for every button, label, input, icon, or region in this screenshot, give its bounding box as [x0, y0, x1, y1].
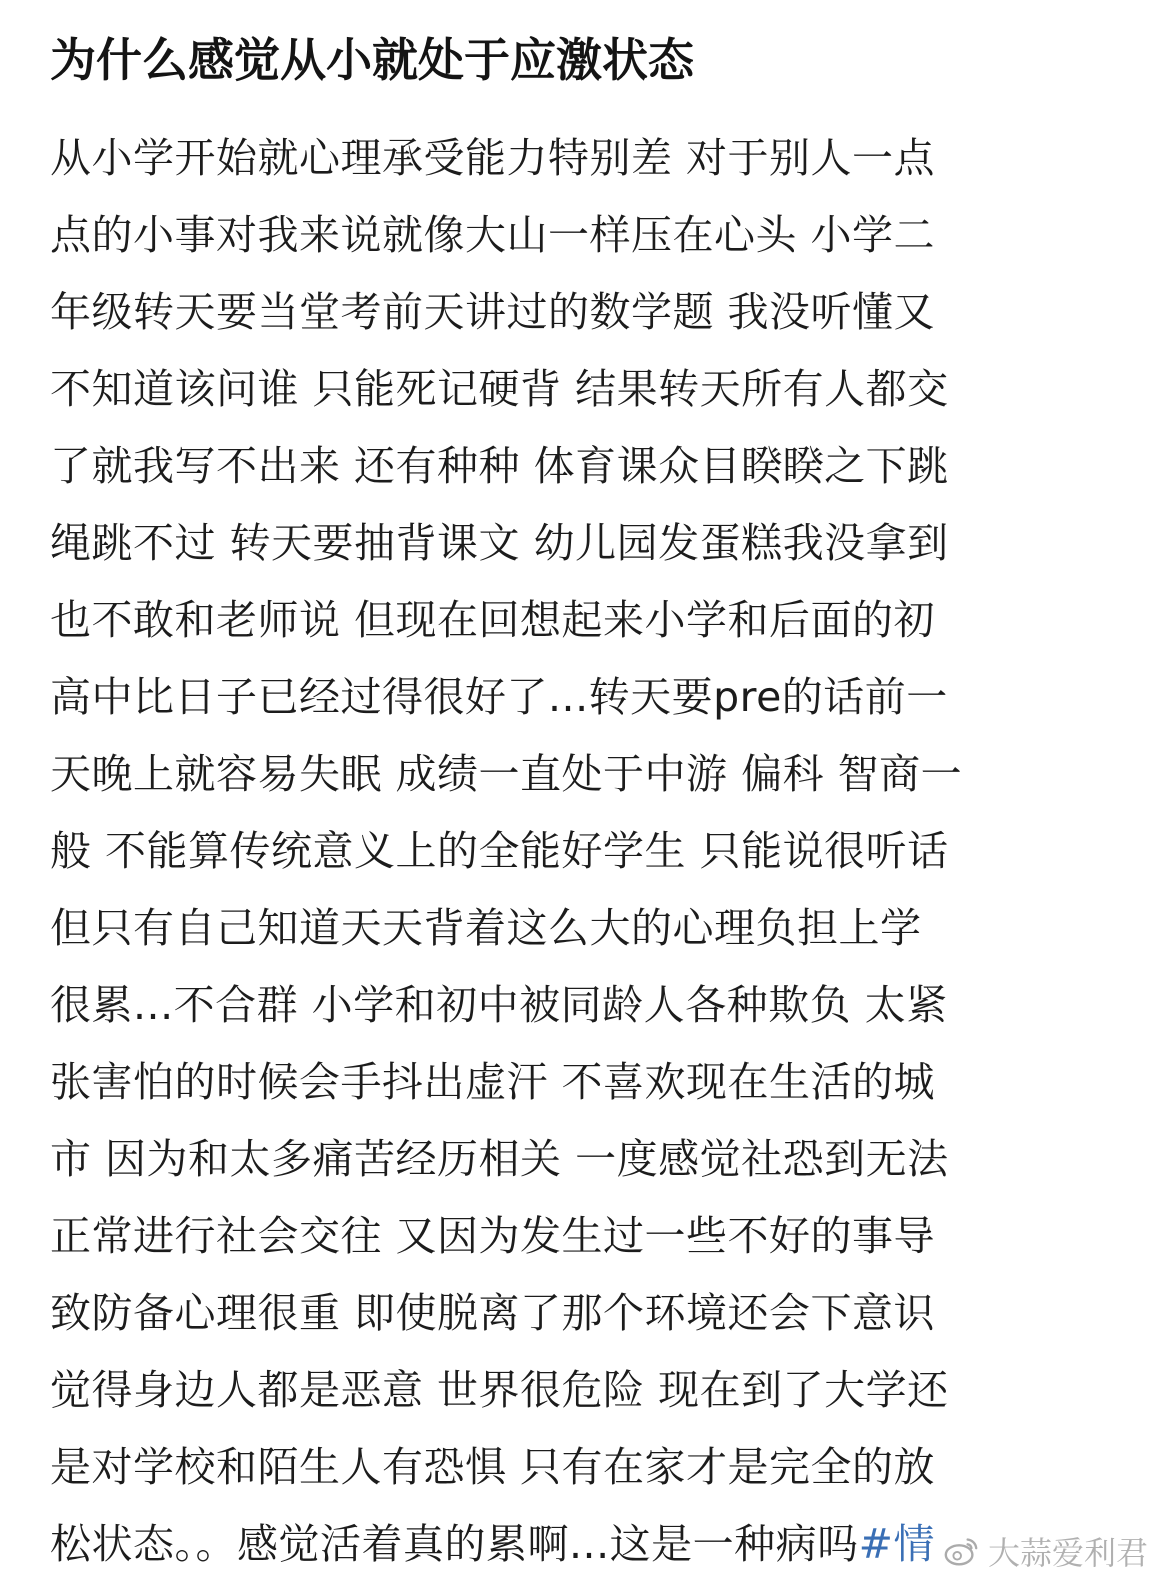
watermark-text: 大蒜爱利君: [987, 1534, 1148, 1572]
post: [50, 0, 1140, 1583]
body-line: 市 因为和太多痛苦经历相关 一度感觉社恐到无法: [50, 1135, 949, 1183]
body-line: 年级转天要当堂考前天讲过的数学题 我没听懂又: [50, 288, 936, 336]
post-body: [50, 120, 1140, 1583]
post-title: 为什么感觉从小就处于应激状态: [50, 33, 694, 87]
body-line: 觉得身边人都是恶意 世界很危险 现在到了大学还: [50, 1366, 949, 1414]
body-line: 绳跳不过 转天要抽背课文 幼儿园发蛋糕我没拿到: [50, 519, 949, 567]
body-line: 但只有自己知道天天背着这么大的心理负担上学: [50, 904, 922, 952]
body-line: 从小学开始就心理承受能力特别差 对于别人一点: [50, 134, 936, 182]
body-line: 了就我写不出来 还有种种 体育课众目睽睽之下跳: [50, 442, 949, 490]
body-line: 天晚上就容易失眠 成绩一直处于中游 偏科 智商一: [50, 750, 963, 798]
watermark: [942, 1528, 1148, 1574]
body-line-last-text: 松状态。。感觉活着真的累啊...这是一种病吗: [50, 1520, 859, 1568]
body-line: 点的小事对我来说就像大山一样压在心头 小学二: [50, 211, 936, 259]
hashtag-link[interactable]: #情: [858, 1520, 935, 1568]
body-line: 高中比日子已经过得很好了...转天要pre的话前一: [50, 673, 948, 721]
body-line: 是对学校和陌生人有恐惧 只有在家才是完全的放: [50, 1443, 936, 1491]
body-line: 般 不能算传统意义上的全能好学生 只能说很听话: [50, 827, 949, 875]
body-line: 很累...不合群 小学和初中被同龄人各种欺负 太紧: [50, 981, 948, 1029]
weibo-icon: [942, 1532, 980, 1570]
body-line: 不知道该问谁 只能死记硬背 结果转天所有人都交: [50, 365, 949, 413]
body-line: 致防备心理很重 即使脱离了那个环境还会下意识: [50, 1289, 936, 1337]
body-line: 张害怕的时候会手抖出虚汗 不喜欢现在生活的城: [50, 1058, 936, 1106]
body-line: 也不敢和老师说 但现在回想起来小学和后面的初: [50, 596, 936, 644]
body-line: 正常进行社会交往 又因为发生过一些不好的事导: [50, 1212, 936, 1260]
